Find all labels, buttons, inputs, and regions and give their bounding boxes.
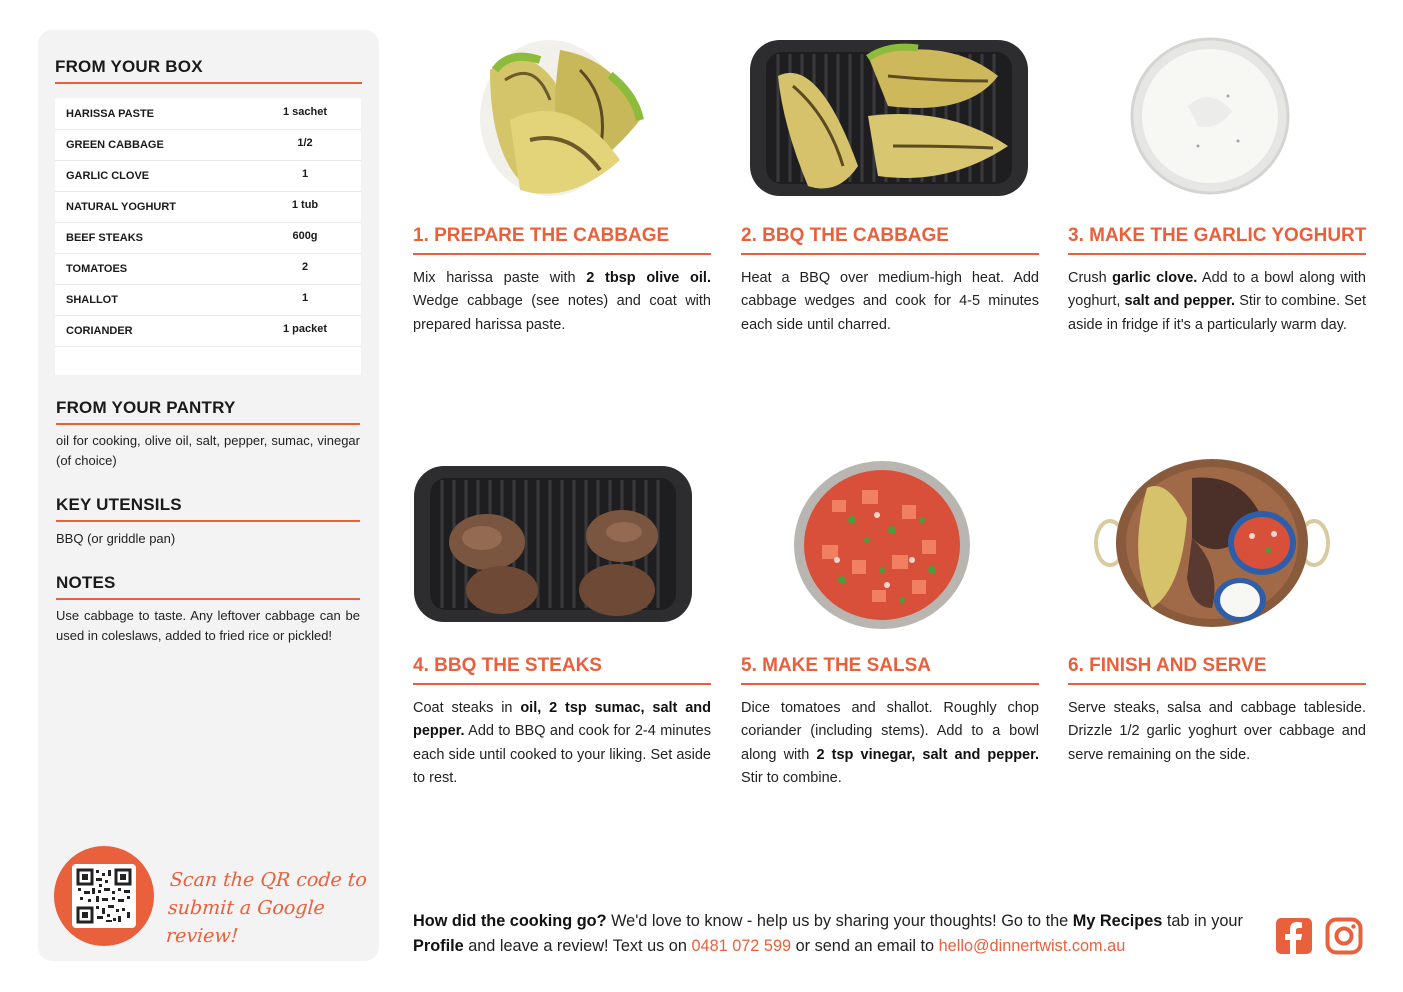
ingredient-table xyxy=(55,98,361,375)
ingredient-row xyxy=(55,315,361,347)
box-title-rule xyxy=(55,82,362,84)
ingredient-qty: 600g xyxy=(292,230,318,242)
body-text: Dice tomatoes and shallot. Roughly chop coriander (including stems). Add to a bowl along with xyxy=(741,700,1039,763)
cabbage-wedges-photo xyxy=(450,30,650,200)
step-1-title: 1. PREPARE THE CABBAGE xyxy=(413,225,670,246)
step-2-rule xyxy=(741,253,1039,255)
emphasis-text: How did the cooking go? xyxy=(413,912,607,930)
emphasis-text: My Recipes xyxy=(1072,912,1163,930)
body-text: and leave a review! Text us on xyxy=(463,937,692,955)
ingredient-name: TOMATOES xyxy=(66,263,128,275)
step-6-title: 6. FINISH AND SERVE xyxy=(1068,655,1267,676)
ingredient-qty: 1 sachet xyxy=(282,106,328,118)
ingredient-qty: 1 xyxy=(301,168,309,180)
step-4-rule xyxy=(413,683,711,685)
body-text: Stir to combine. xyxy=(741,769,842,786)
ingredient-name: SHALLOT xyxy=(66,294,118,306)
ingredient-qty: 2 xyxy=(301,261,309,273)
utensils-text: BBQ (or griddle pan) xyxy=(56,531,176,546)
body-text: Coat steaks in xyxy=(413,700,521,716)
step-2-title: 2. BBQ THE CABBAGE xyxy=(741,225,949,246)
emphasis-text: salt and pepper. xyxy=(1124,293,1236,310)
bbq-cabbage-photo xyxy=(748,36,1030,198)
utensils-title: KEY UTENSILS xyxy=(56,495,182,514)
ingredient-row xyxy=(55,129,361,161)
ingredient-name: GARLIC CLOVE xyxy=(66,170,150,182)
emphasis-text: 2 tsp vinegar, salt and pepper. xyxy=(816,746,1039,763)
step-2-text xyxy=(741,267,1039,337)
emphasis-text: oil, 2 tsp sumac, salt and pepper. xyxy=(413,700,711,740)
step-5-rule xyxy=(741,683,1039,685)
qr-caption-line1: Scan the QR code to xyxy=(169,869,368,891)
instagram-icon[interactable] xyxy=(1325,917,1363,955)
qr-caption-line2: submit a Google review! xyxy=(165,897,326,947)
ingredient-name: HARISSA PASTE xyxy=(66,108,155,120)
pantry-text: oil for cooking, olive oil, salt, pepper, sumac, vinegar (of choice) xyxy=(56,433,360,468)
body-text: Stir to combine. Set aside in fridge if it's a particularly warm day. xyxy=(1068,293,1366,333)
ingredient-name: NATURAL YOGHURT xyxy=(66,201,176,213)
ingredient-row xyxy=(55,222,361,254)
ingredient-name: CORIANDER xyxy=(66,325,133,337)
step-4-text xyxy=(413,697,711,790)
body-text: or send an email to xyxy=(791,937,939,955)
notes-rule xyxy=(56,598,360,600)
review-prompt xyxy=(413,909,1263,959)
step-3-title: 3. MAKE THE GARLIC YOGHURT xyxy=(1068,225,1367,246)
step-4-title: 4. BBQ THE STEAKS xyxy=(413,655,602,676)
pantry-rule xyxy=(56,423,360,425)
ingredient-qty: 1 packet xyxy=(282,323,328,335)
ingredient-name: GREEN CABBAGE xyxy=(66,139,164,151)
body-text: Wedge cabbage (see notes) and coat with prepared harissa paste. xyxy=(413,293,711,333)
body-text: Heat a BBQ over medium-high heat. Add cabbage wedges and cook for 4-5 minutes each side until charred. xyxy=(741,270,1039,333)
ingredient-row xyxy=(55,253,361,285)
contact-link[interactable]: 0481 072 599 xyxy=(691,937,792,955)
body-text: Mix harissa paste with xyxy=(413,270,587,286)
ingredient-qty: 1/2 xyxy=(297,137,313,149)
body-text: tab in your xyxy=(1162,912,1243,930)
ingredient-qty: 1 xyxy=(301,292,309,304)
emphasis-text: Profile xyxy=(413,937,464,955)
ingredient-qty: 1 tub xyxy=(291,199,319,211)
step-6-rule xyxy=(1068,683,1366,685)
emphasis-text: 2 tbsp olive oil. xyxy=(586,270,711,286)
pantry-title: FROM YOUR PANTRY xyxy=(56,398,236,417)
garlic-yoghurt-photo xyxy=(1128,36,1292,196)
step-1-text xyxy=(413,267,711,337)
body-text: Crush xyxy=(1068,270,1113,286)
notes-title: NOTES xyxy=(56,573,116,592)
salsa-photo xyxy=(792,460,972,630)
qr-code[interactable] xyxy=(72,864,136,928)
ingredient-row xyxy=(55,191,361,223)
contact-link[interactable]: hello@dinnertwist.com.au xyxy=(938,937,1126,955)
ingredient-row xyxy=(55,284,361,316)
step-3-text xyxy=(1068,267,1366,337)
step-5-title: 5. MAKE THE SALSA xyxy=(741,655,932,676)
body-text: We'd love to know - help us by sharing your thoughts! Go to the xyxy=(606,912,1073,930)
utensils-rule xyxy=(56,520,360,522)
box-title: FROM YOUR BOX xyxy=(55,57,203,76)
ingredient-name: BEEF STEAKS xyxy=(66,232,144,244)
step-1-rule xyxy=(413,253,711,255)
notes-text: Use cabbage to taste. Any leftover cabbage can be used in coleslaws, added to fried rice or pickled! xyxy=(56,608,360,643)
body-text: Add to BBQ and cook for 2-4 minutes each side until cooked to your liking. Set aside to rest. xyxy=(413,723,711,786)
body-text: Add to a bowl along with yoghurt, xyxy=(1068,270,1366,310)
ingredient-row xyxy=(55,98,361,130)
step-3-rule xyxy=(1068,253,1366,255)
step-6-text xyxy=(1068,697,1366,767)
qr-caption xyxy=(165,866,371,950)
bbq-steaks-photo xyxy=(412,464,694,624)
facebook-icon[interactable] xyxy=(1275,917,1313,955)
finish-serve-photo xyxy=(1092,458,1332,628)
body-text: Serve steaks, salsa and cabbage tableside. Drizzle 1/2 garlic yoghurt over cabbage and serve remaining on the side. xyxy=(1068,700,1366,763)
ingredient-row xyxy=(55,160,361,192)
emphasis-text: garlic clove. xyxy=(1112,270,1198,286)
step-5-text xyxy=(741,697,1039,790)
